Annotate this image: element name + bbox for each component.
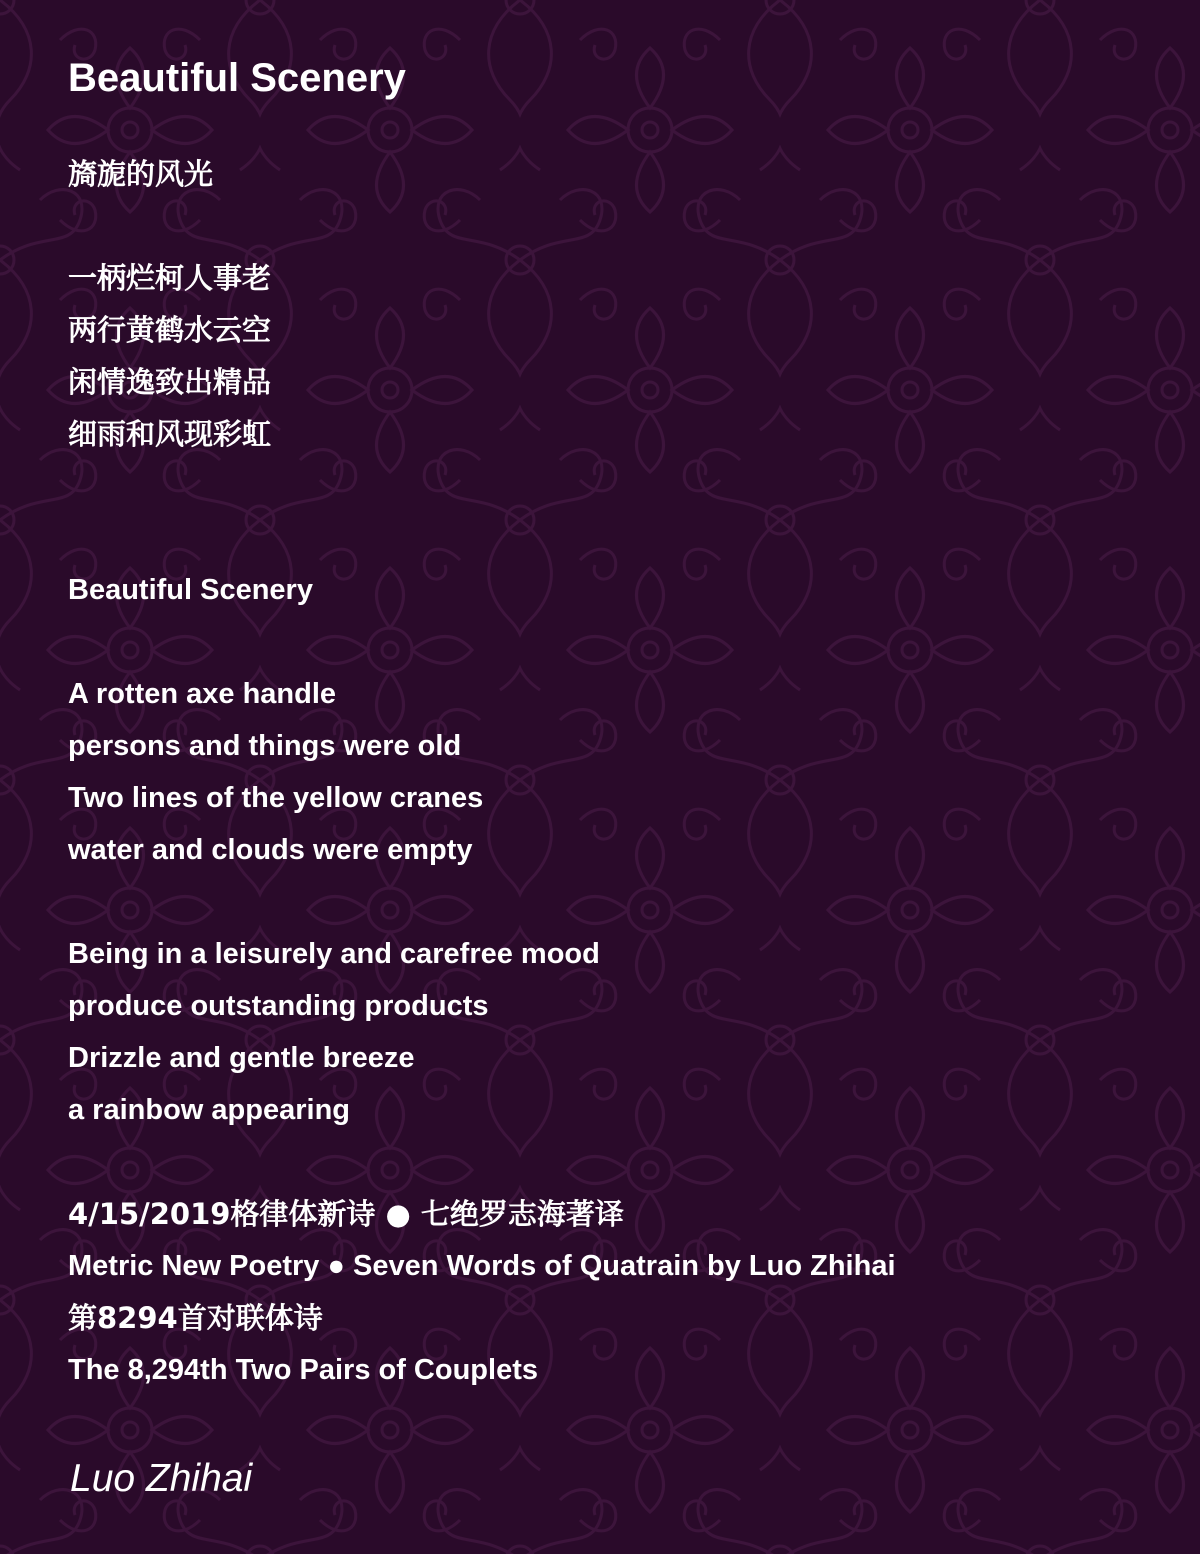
poem-line: persons and things were old bbox=[68, 730, 462, 762]
poem-line bbox=[68, 876, 896, 928]
poem-line: 4/15/2019格律体新诗 ● 七绝罗志海著译 bbox=[68, 1197, 624, 1231]
poem-line bbox=[68, 1136, 896, 1188]
poem-line: 细雨和风现彩虹 bbox=[68, 417, 272, 451]
poem-line: A rotten axe handle bbox=[68, 678, 337, 710]
poem-line: Metric New Poetry ● Seven Words of Quatrain by Luo Zhihai bbox=[68, 1250, 896, 1282]
poem-line: 两行黄鹤水云空 bbox=[68, 313, 272, 347]
author-name: Luo Zhihai bbox=[70, 1457, 253, 1500]
poem-line bbox=[68, 460, 896, 512]
poem-line: Being in a leisurely and carefree mood bbox=[68, 938, 600, 970]
poem-line: 第8294首对联体诗 bbox=[68, 1301, 323, 1335]
poem-line: water and clouds were empty bbox=[68, 834, 473, 866]
poem-line: 闲情逸致出精品 bbox=[68, 365, 272, 399]
poem-line: a rainbow appearing bbox=[68, 1094, 350, 1126]
poem-line: Two lines of the yellow cranes bbox=[68, 782, 484, 814]
poem-body bbox=[68, 148, 896, 1396]
poem-line: Beautiful Scenery bbox=[68, 574, 313, 606]
poem-line bbox=[68, 512, 896, 564]
poem-line: The 8,294th Two Pairs of Couplets bbox=[68, 1354, 538, 1386]
poem-line: 一柄烂柯人事老 bbox=[68, 261, 272, 295]
poem-line: produce outstanding products bbox=[68, 990, 489, 1022]
poem-title: Beautiful Scenery bbox=[68, 56, 406, 100]
poem-line: Drizzle and gentle breeze bbox=[68, 1042, 415, 1074]
poem-line bbox=[68, 200, 896, 252]
poem-line: 旖旎的风光 bbox=[68, 157, 214, 191]
poem-line bbox=[68, 616, 896, 668]
